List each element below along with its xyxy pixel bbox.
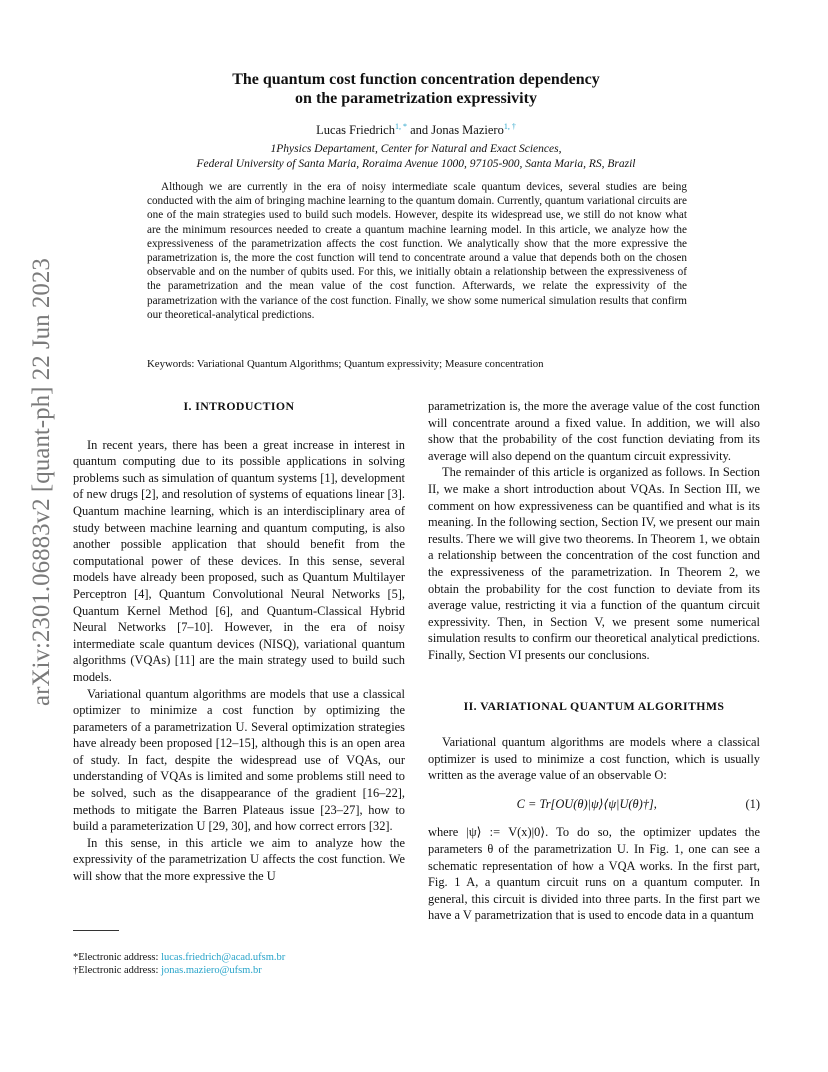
- author-mark[interactable]: 1, *: [394, 122, 407, 131]
- paragraph: Variational quantum algorithms are models that use a classical optimizer to minimize a cost function by optimizing the parameters of a parametrization U. Several optimization strategies have already been proposed [12–15], although this is an open area of study. In fact, despite the widespread use of VQAs, our understanding of VQAs is limited and some problems still need to be solved, such as the disappearance of the gradient [16–22], methods to mitigate the Barren Plateaus issue [23–27], how to build a parameterization U [29, 30], and how correct errors [32].: [73, 686, 405, 834]
- author-name: Lucas Friedrich: [316, 123, 395, 138]
- section-heading-introduction: I. INTRODUCTION: [183, 399, 295, 413]
- author-name: Jonas Maziero: [431, 123, 504, 138]
- footnote: [73, 951, 405, 964]
- footnotes: [73, 930, 405, 977]
- section-heading-vqa: II. VARIATIONAL QUANTUM ALGORITHMS: [463, 698, 725, 713]
- footnote-label: *Electronic address:: [73, 952, 162, 963]
- title-line-1: The quantum cost function concentration dependency: [232, 71, 600, 88]
- left-column: [73, 398, 405, 885]
- author-mark[interactable]: 1, †: [503, 122, 516, 131]
- equation-number: (1): [745, 796, 760, 811]
- equation-1: [428, 796, 760, 813]
- equation-body: C = Tr[OU(θ)|ψ⟩⟨ψ|U(θ)†],: [516, 796, 657, 811]
- paragraph: where |ψ⟩ := V(x)|0⟩. To do so, the optimizer updates the parameters θ of the parametrization U. In Fig. 1, one can see a schematic representation of how a VQA works. In the first part, Fig. 1 A, a quantum circuit runs on a quantum computer. In general, this circuit is divided into three parts. In the first part we have a V parametrization that is used to encode data in a quantum: [428, 825, 760, 923]
- affiliation: [100, 142, 732, 172]
- arxiv-sidebar-identifier: [22, 258, 62, 706]
- paragraph: parametrization is, the more the average value of the cost function will concentrate around a fixed value. In addition, we will also show that the probability of the cost function deviating from its average will also depend on the quantum circuit expressivity.: [428, 399, 760, 463]
- email-link[interactable]: lucas.friedrich@acad.ufsm.br: [161, 952, 286, 963]
- abstract-text: Although we are currently in the era of noisy intermediate scale quantum devices, several studies are being conducted with the aim of bringing machine learning to the quantum domain. Currently, quantum variational circuits are one of the main strategies used to build such models. However, despite its widespread use, we still do not know what are the minimum resources needed to create a quantum machine learning model. In this article, we analyze how the expressiveness of the parametrization affects the cost function. We analytically show that the more expressive the parametrization is, the more the cost function will tend to concentrate around a value that depends both on the chosen observable and on the number of qubits used. For this, we initially obtain a relationship between the expressiveness of the parametrization and the mean value of the cost function. Afterwards, we relate the expressivity of the parametrization with the variance of the cost function. Finally, we show some numerical simulation results that confirm our theoretical-analytical predictions.: [147, 181, 687, 321]
- footnote-rule: [73, 930, 119, 931]
- footnote-label: †Electronic address:: [73, 965, 162, 976]
- right-column: [428, 398, 760, 924]
- email-link[interactable]: jonas.maziero@ufsm.br: [161, 965, 262, 976]
- affiliation-line: Federal University of Santa Maria, Roraima Avenue 1000, 97105-900, Santa Maria, RS, Brazil: [196, 158, 636, 170]
- paragraph: Variational quantum algorithms are models where a classical optimizer is used to minimize a cost function, which is usually written as the average value of an observable O:: [428, 735, 760, 783]
- paragraph: In recent years, there has been a great increase in interest in quantum computing due to its possible applications in solving problems such as simulation of quantum systems [1], development of new drugs [2], and resolution of systems of equations linear [3]. Quantum machine learning, which is an interdisciplinary area of study between machine learning and quantum computing, is also another possible application that should benefit from the computational power of these devices. In this sense, several models have already been proposed, such as Quantum Multilayer Perceptron [4], Quantum Convolutional Neural Networks [5], Quantum Kernel Method [6], and Quantum-Classical Hybrid Neural Networks [7–10]. However, in the era of noisy intermediate scale quantum devices (NISQ), variational quantum algorithms (VQAs) [11] are the main strategy used to build such models.: [73, 437, 405, 684]
- keywords: Keywords: Variational Quantum Algorithms; Quantum expressivity; Measure concentration: [147, 358, 544, 370]
- author-connector: and: [406, 123, 432, 138]
- affiliation-line: 1Physics Departament, Center for Natural and Exact Sciences,: [270, 143, 562, 155]
- paper-title: [150, 70, 682, 108]
- author-list: [150, 122, 682, 138]
- paragraph: In this sense, in this article we aim to analyze how the expressivity of the parametrization U affects the cost function. We will show that the more expressive the U: [73, 835, 405, 884]
- footnote: [73, 964, 405, 977]
- title-line-2: on the parametrization expressivity: [295, 90, 537, 107]
- paragraph: The remainder of this article is organized as follows. In Section II, we make a short introduction about VQAs. In Section III, we comment on how expressiveness can be quantified and what is its meaning. In the following section, Section IV, we present our main results. There we will give two theorems. In Theorem 1, we obtain a relationship between the concentration of the cost function and the expressiveness of the parametrization. In Theorem 2, we obtain the probability for the cost function to deviate from its average value, restricting it via a function of the quantum circuit expressivity. Then, in Section V, we present some numerical simulation results to confirm our theoretical analytical predictions. Finally, Section VI presents our conclusions.: [428, 465, 760, 662]
- arxiv-id-text: arXiv:2301.06883v2 [quant-ph] 22 Jun 2023: [28, 258, 55, 706]
- abstract: [147, 180, 687, 322]
